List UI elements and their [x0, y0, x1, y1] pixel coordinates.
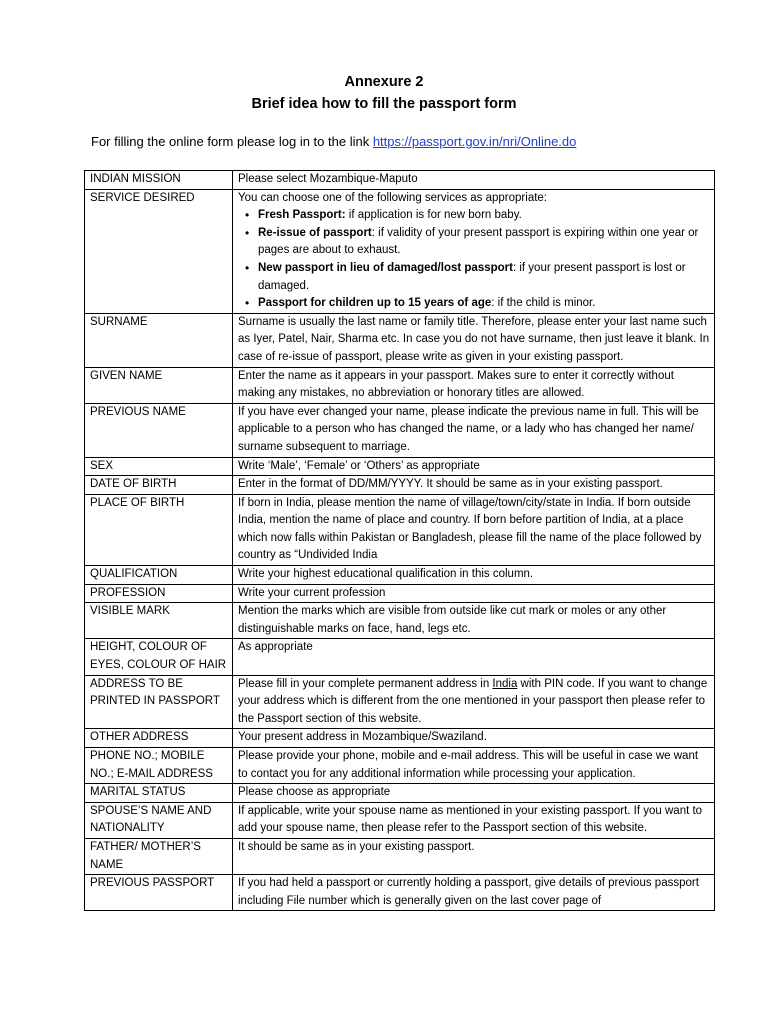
table-row [85, 171, 715, 190]
india-underlined: India [492, 677, 518, 690]
table-row [85, 367, 715, 403]
address-text-post: with PIN code. If you want to change your address which is different from the one mentioned in your passport then please refer to the Passport section of this website. [238, 677, 708, 725]
field-label: SERVICE DESIRED [85, 189, 233, 313]
field-description: Enter the name as it appears in your passport. Makes sure to enter it correctly without making any mistakes, no abbreviation or honorary titles are allowed. [233, 367, 715, 403]
field-label: SPOUSE’S NAME AND NATIONALITY [85, 802, 233, 838]
table-row [85, 729, 715, 748]
table-row [85, 584, 715, 603]
service-note: if application is for new born baby. [345, 209, 522, 222]
table-row [85, 802, 715, 838]
list-item [258, 225, 710, 260]
list-item [258, 295, 710, 313]
service-note: : if your present passport is lost or damaged. [258, 261, 686, 292]
field-label: GIVEN NAME [85, 367, 233, 403]
table-row [85, 476, 715, 495]
table-row [85, 675, 715, 729]
table-row [85, 603, 715, 639]
list-item [258, 260, 710, 295]
table-row [85, 457, 715, 476]
intro-paragraph [91, 133, 576, 151]
field-description: Mention the marks which are visible from outside like cut mark or moles or any other distinguishable marks on face, hand, legs etc. [233, 603, 715, 639]
field-label: SEX [85, 457, 233, 476]
field-label: PREVIOUS PASSPORT [85, 875, 233, 911]
field-description: Write your current profession [233, 584, 715, 603]
table-row [85, 748, 715, 784]
service-name: Passport for children up to 15 years of age [258, 297, 492, 310]
address-text-pre: Please fill in your complete permanent address in [238, 677, 493, 690]
field-description [233, 189, 715, 313]
field-description: Write your highest educational qualification in this column. [233, 566, 715, 585]
passport-form-guide-table [84, 170, 715, 911]
table-row [85, 403, 715, 457]
service-name: Re-issue of passport [258, 226, 372, 239]
field-label: SURNAME [85, 313, 233, 367]
field-label: PHONE NO.; MOBILE NO.; E-MAIL ADDRESS [85, 748, 233, 784]
field-label: HEIGHT, COLOUR OF EYES, COLOUR OF HAIR [85, 639, 233, 675]
field-description: Please choose as appropriate [233, 784, 715, 803]
field-label: PREVIOUS NAME [85, 403, 233, 457]
page-title: Annexure 2 [344, 74, 424, 90]
field-description [233, 675, 715, 729]
service-note: : if validity of your present passport is expiring within one year or pages are about to exhaust. [258, 226, 699, 257]
field-description: Enter in the format of DD/MM/YYYY. It should be same as in your existing passport. [233, 476, 715, 495]
field-label: FATHER/ MOTHER’S NAME [85, 838, 233, 874]
list-item [258, 207, 710, 225]
field-label: DATE OF BIRTH [85, 476, 233, 495]
field-description: Surname is usually the last name or family title. Therefore, please enter your last name such as Iyer, Patel, Nair, Sharma etc. In case you do not have surname, then just leave it blank. In case of re-issue of passport, please write as given in your existing passport. [233, 313, 715, 367]
table-row [85, 639, 715, 675]
field-description: As appropriate [233, 639, 715, 675]
field-label: PLACE OF BIRTH [85, 494, 233, 565]
service-name: Fresh Passport: [258, 209, 346, 222]
field-description: Write ‘Male’, ‘Female’ or ‘Others’ as appropriate [233, 457, 715, 476]
field-description: Please provide your phone, mobile and e-mail address. This will be useful in case we want to contact you for any additional information while processing your application. [233, 748, 715, 784]
table-row [85, 494, 715, 565]
field-description: It should be same as in your existing passport. [233, 838, 715, 874]
field-description: Your present address in Mozambique/Swaziland. [233, 729, 715, 748]
field-label: MARITAL STATUS [85, 784, 233, 803]
field-label: INDIAN MISSION [85, 171, 233, 190]
table-row [85, 838, 715, 874]
field-description: If you have ever changed your name, please indicate the previous name in full. This will be applicable to a person who has changed the name, or a lady who has changed her name/ surname subsequent to marriage. [233, 403, 715, 457]
field-description: Please select Mozambique-Maputo [233, 171, 715, 190]
field-description: If you had held a passport or currently holding a passport, give details of previous passport including File number which is generally given on the last cover page of [233, 875, 715, 911]
table-row [85, 313, 715, 367]
field-label: ADDRESS TO BE PRINTED IN PASSPORT [85, 675, 233, 729]
field-description: If applicable, write your spouse name as mentioned in your existing passport. If you want to add your spouse name, then please refer to the Passport section of this website. [233, 802, 715, 838]
field-description: If born in India, please mention the name of village/town/city/state in India. If born outside India, mention the name of place and country. If born before partition of India, at a place which now falls within Pakistan or Bangladesh, please fill the name of the place followed by country as “Undivided India [233, 494, 715, 565]
table-row [85, 875, 715, 911]
field-label: VISIBLE MARK [85, 603, 233, 639]
service-name: New passport in lieu of damaged/lost passport [258, 261, 513, 274]
table-row [85, 189, 715, 313]
service-note: : if the child is minor. [491, 297, 596, 310]
field-label: QUALIFICATION [85, 566, 233, 585]
table-row [85, 784, 715, 803]
field-label: OTHER ADDRESS [85, 729, 233, 748]
field-label: PROFESSION [85, 584, 233, 603]
service-list [238, 207, 710, 313]
service-intro: You can choose one of the following services as appropriate: [238, 191, 547, 204]
intro-text: For filling the online form please log in to the link [91, 134, 373, 149]
table-row [85, 566, 715, 585]
passport-online-link[interactable]: https://passport.gov.in/nri/Online.do [372, 134, 577, 149]
page-subtitle: Brief idea how to fill the passport form [251, 96, 517, 112]
